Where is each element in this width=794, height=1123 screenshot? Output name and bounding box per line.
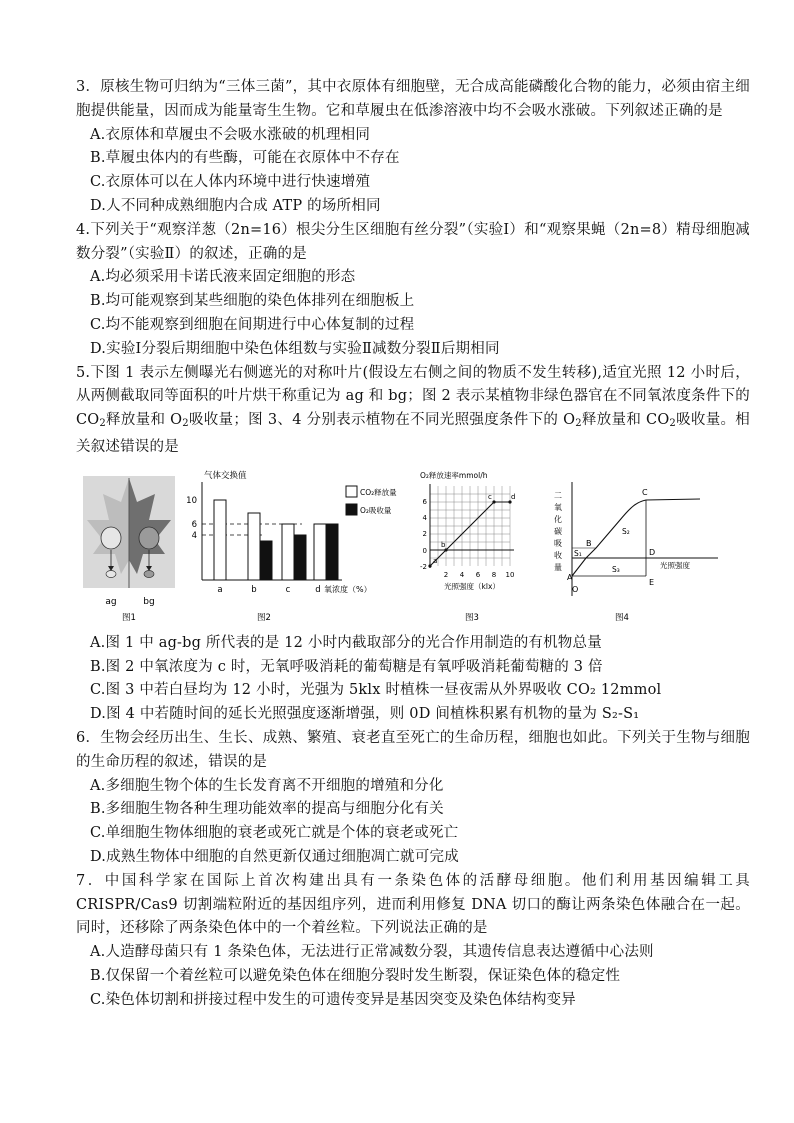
fig3-label-d: d bbox=[511, 492, 516, 501]
fig3-xtick-2: 2 bbox=[443, 570, 449, 579]
fig2-legend-co2: CO₂释放量 bbox=[360, 487, 397, 497]
fig3-xtick-6: 6 bbox=[475, 570, 481, 579]
question-3-option-c: C.衣原体可以在人体内环境中进行快速增殖 bbox=[90, 174, 371, 191]
fig3-xtick-10: 10 bbox=[505, 570, 515, 579]
fig3-ylabel: O₂释放速率mmol/h bbox=[420, 470, 488, 480]
fig4-caption: 图4 bbox=[615, 612, 629, 623]
fig4-ylabel-char: 碳 bbox=[554, 526, 562, 536]
fig4-region-S2: S₂ bbox=[622, 526, 630, 536]
fig3-xlabel: 光照强度（klx） bbox=[444, 581, 500, 591]
fig4-label-A: A bbox=[567, 572, 573, 582]
q5-stem-part: 释放量和 O bbox=[105, 412, 183, 429]
fig3-point-c bbox=[492, 500, 495, 503]
fig4-label-D: D bbox=[649, 547, 656, 557]
question-5-option-b: B.图 2 中氧浓度为 c 时，无氧呼吸消耗的葡萄糖是有氧呼吸消耗葡萄糖的 3 倍 bbox=[90, 658, 603, 675]
fig3-ytick-neg2: -2 bbox=[420, 562, 427, 571]
q5-figures bbox=[76, 468, 750, 626]
right-disc bbox=[144, 570, 154, 577]
fig3-label-c: c bbox=[488, 492, 492, 501]
fig1-right-label: bg bbox=[143, 596, 155, 607]
fig3-label-a: a bbox=[433, 556, 438, 565]
fig3-ytick-4: 4 bbox=[422, 513, 427, 522]
q5-stem-part: 释放量和 CO bbox=[581, 412, 670, 429]
fig3-ytick-0: 0 bbox=[422, 546, 427, 555]
fig2-tick-10: 10 bbox=[186, 495, 197, 506]
fig2-tick-6: 6 bbox=[191, 519, 197, 530]
question-4-stem: 4.下列关于“观察洋葱（2n=16）根尖分生区细胞有丝分裂”（实验Ⅰ）和“观察果蝇（2n=8）精母细胞减数分裂”（实验Ⅱ）的叙述，正确的是 bbox=[76, 221, 750, 262]
fig2-cat-a: a bbox=[217, 584, 223, 595]
fig3-caption: 图3 bbox=[465, 612, 479, 623]
fig2-caption: 图2 bbox=[257, 612, 271, 623]
fig4-label-E: E bbox=[649, 577, 655, 587]
question-4-option-d: D.实验Ⅰ分裂后期细胞中染色体组数与实验Ⅱ减数分裂Ⅱ后期相同 bbox=[90, 340, 500, 357]
fig2-bar-d-co2 bbox=[314, 524, 326, 580]
fig4-ylabel-char: 二 bbox=[554, 490, 562, 500]
fig2-bar-d-o2 bbox=[326, 524, 338, 580]
question-6-option-b: B.多细胞生物各种生理功能效率的提高与细胞分化有关 bbox=[90, 801, 444, 818]
left-sample-circle bbox=[101, 527, 121, 549]
question-3-option-b: B.草履虫体内的有些酶，可能在衣原体中不存在 bbox=[90, 150, 400, 167]
question-3-option-a: A.衣原体和草履虫不会吸水涨破的机理相同 bbox=[90, 126, 371, 143]
fig4-region-S3: S₃ bbox=[612, 564, 620, 574]
subscript: 2 bbox=[99, 418, 106, 430]
figure-3-line-chart bbox=[416, 468, 540, 626]
question-6-stem: 6．生物会经历出生、生长、成熟、繁殖、衰老直至死亡的生命历程，细胞也如此。下列关于生物与细胞的生命历程的叙述，错误的是 bbox=[76, 729, 750, 770]
fig2-bar-b-o2 bbox=[260, 541, 272, 580]
q5-stem-part: 吸收量。相关叙述错误的是 bbox=[76, 412, 751, 455]
question-4-option-b: B.均可能观察到某些细胞的染色体排列在细胞板上 bbox=[90, 293, 415, 310]
q5-stem-part: 吸收量；图 3、4 分别表示植物在不同光照强度条件下的 O bbox=[188, 412, 576, 429]
question-6-option-d: D.成熟生物体中细胞的自然更新仅通过细胞凋亡就可完成 bbox=[90, 848, 459, 865]
question-7-option-b: B.仅保留一个着丝粒可以避免染色体在细胞分裂时发生断裂，保证染色体的稳定性 bbox=[90, 967, 621, 984]
figure-2-bar-chart bbox=[184, 468, 406, 626]
fig3-xtick-4: 4 bbox=[459, 570, 465, 579]
figure-1-leaf bbox=[81, 468, 181, 626]
subscript: 2 bbox=[182, 418, 189, 430]
question-4-option-a: A.均必须采用卡诺氏液来固定细胞的形态 bbox=[90, 269, 356, 286]
fig4-region-S1: S₁ bbox=[574, 548, 582, 558]
subscript: 2 bbox=[575, 418, 582, 430]
fig2-legend-co2-swatch bbox=[346, 486, 357, 497]
fig2-legend-o2: O₂吸收量 bbox=[360, 505, 392, 515]
fig4-ylabel-char: 氧 bbox=[554, 502, 562, 512]
fig4-ylabel-char: 化 bbox=[554, 514, 562, 524]
fig4-ylabel bbox=[554, 491, 562, 572]
fig4-xlabel: 光照强度 bbox=[660, 560, 690, 570]
fig3-ytick-6: 6 bbox=[422, 497, 427, 506]
question-3-stem: 3．原核生物可归纳为“三体三菌”，其中衣原体有细胞壁，无合成高能磷酸化合物的能力，必须由宿主细胞提供能量，因而成为能量寄生生物。它和草履虫在低渗溶液中均不会吸水涨破。下列叙述正确的是 bbox=[76, 79, 750, 119]
question-5-stem bbox=[76, 362, 750, 460]
left-disc bbox=[106, 570, 116, 577]
question-7-option-a: A.人造酵母菌只有 1 条染色体，无法进行正常减数分裂，其遗传信息表达遵循中心法则 bbox=[90, 944, 654, 961]
fig2-xlabel: 氧浓度（%） bbox=[324, 584, 372, 594]
question-7-option-c: C.染色体切割和拼接过程中发生的可遗传变异是基因突变及染色体结构变异 bbox=[90, 991, 576, 1008]
fig2-ylabel: 气体交换值 bbox=[204, 470, 247, 481]
fig2-cat-d: d bbox=[315, 584, 321, 595]
fig3-ytick-2: 2 bbox=[422, 529, 427, 538]
fig2-cat-c: c bbox=[285, 584, 291, 595]
fig2-legend-o2-swatch bbox=[346, 504, 357, 515]
subscript: 2 bbox=[669, 418, 676, 430]
fig4-ylabel-char: 收 bbox=[554, 550, 562, 560]
fig2-cat-b: b bbox=[251, 584, 257, 595]
fig4-label-B: B bbox=[586, 538, 592, 548]
question-5-option-c: C.图 3 中若白昼均为 12 小时，光强为 5klx 时植株一昼夜需从外界吸收 CO₂ 12mmol bbox=[90, 682, 662, 699]
fig4-origin: O bbox=[572, 584, 579, 594]
question-5-option-d: D.图 4 中若随时间的延长光照强度逐渐增强，则 0D 间植株积累有机物的量为 S₂-S₁ bbox=[90, 706, 640, 723]
fig2-bar-b-co2 bbox=[248, 513, 260, 580]
question-4-option-c: C.均不能观察到细胞在间期进行中心体复制的过程 bbox=[90, 316, 415, 333]
content bbox=[76, 76, 750, 1013]
fig3-xtick-8: 8 bbox=[491, 570, 497, 579]
fig2-bar-c-o2 bbox=[294, 535, 306, 580]
fig4-ylabel-char: 吸 bbox=[554, 538, 562, 548]
question-5-option-a: A.图 1 中 ag-bg 所代表的是 12 小时内截取部分的光合作用制造的有机物总量 bbox=[90, 634, 602, 651]
fig3-label-b: b bbox=[441, 540, 446, 549]
fig4-label-C: C bbox=[642, 487, 648, 497]
fig2-bar-c-co2 bbox=[282, 524, 294, 580]
q5-stem-part: 5.下图 1 表示左侧曝光右侧遮光的对称叶片(假设左右侧之间的物质不发生转移),适宜光照 12 小时后，从两侧截取同等面积的叶片烘干称重记为 ag 和 bg；图 2 表示某植物非绿色器官在不同氧浓度条件下的 CO bbox=[76, 364, 750, 429]
fig1-caption: 图1 bbox=[122, 612, 136, 623]
fig1-left-label: ag bbox=[105, 596, 117, 607]
question-3-option-d: D.人不同种成熟细胞内合成 ATP 的场所相同 bbox=[90, 197, 381, 214]
figure-4-curve bbox=[550, 468, 722, 626]
fig2-tick-4: 4 bbox=[191, 530, 197, 541]
question-6-option-c: C.单细胞生物体细胞的衰老或死亡就是个体的衰老或死亡 bbox=[90, 825, 459, 842]
right-sample-circle bbox=[139, 527, 159, 549]
fig3-point-a bbox=[428, 564, 431, 567]
question-6-option-a: A.多细胞生物个体的生长发育离不开细胞的增殖和分化 bbox=[90, 777, 444, 794]
fig4-ylabel-char: 量 bbox=[554, 562, 562, 572]
question-7-stem: 7．中国科学家在国际上首次构建出具有一条染色体的活酵母细胞。他们利用基因编辑工具 CRISPR/Cas9 切割端粒附近的基因组序列，进而利用修复 DNA 切口的酶让两条染色体融合在一起。同时，还移除了两条染色体中的一个着丝粒。下列说法正确的是 bbox=[76, 872, 750, 937]
fig2-bar-a-co2 bbox=[214, 500, 226, 580]
